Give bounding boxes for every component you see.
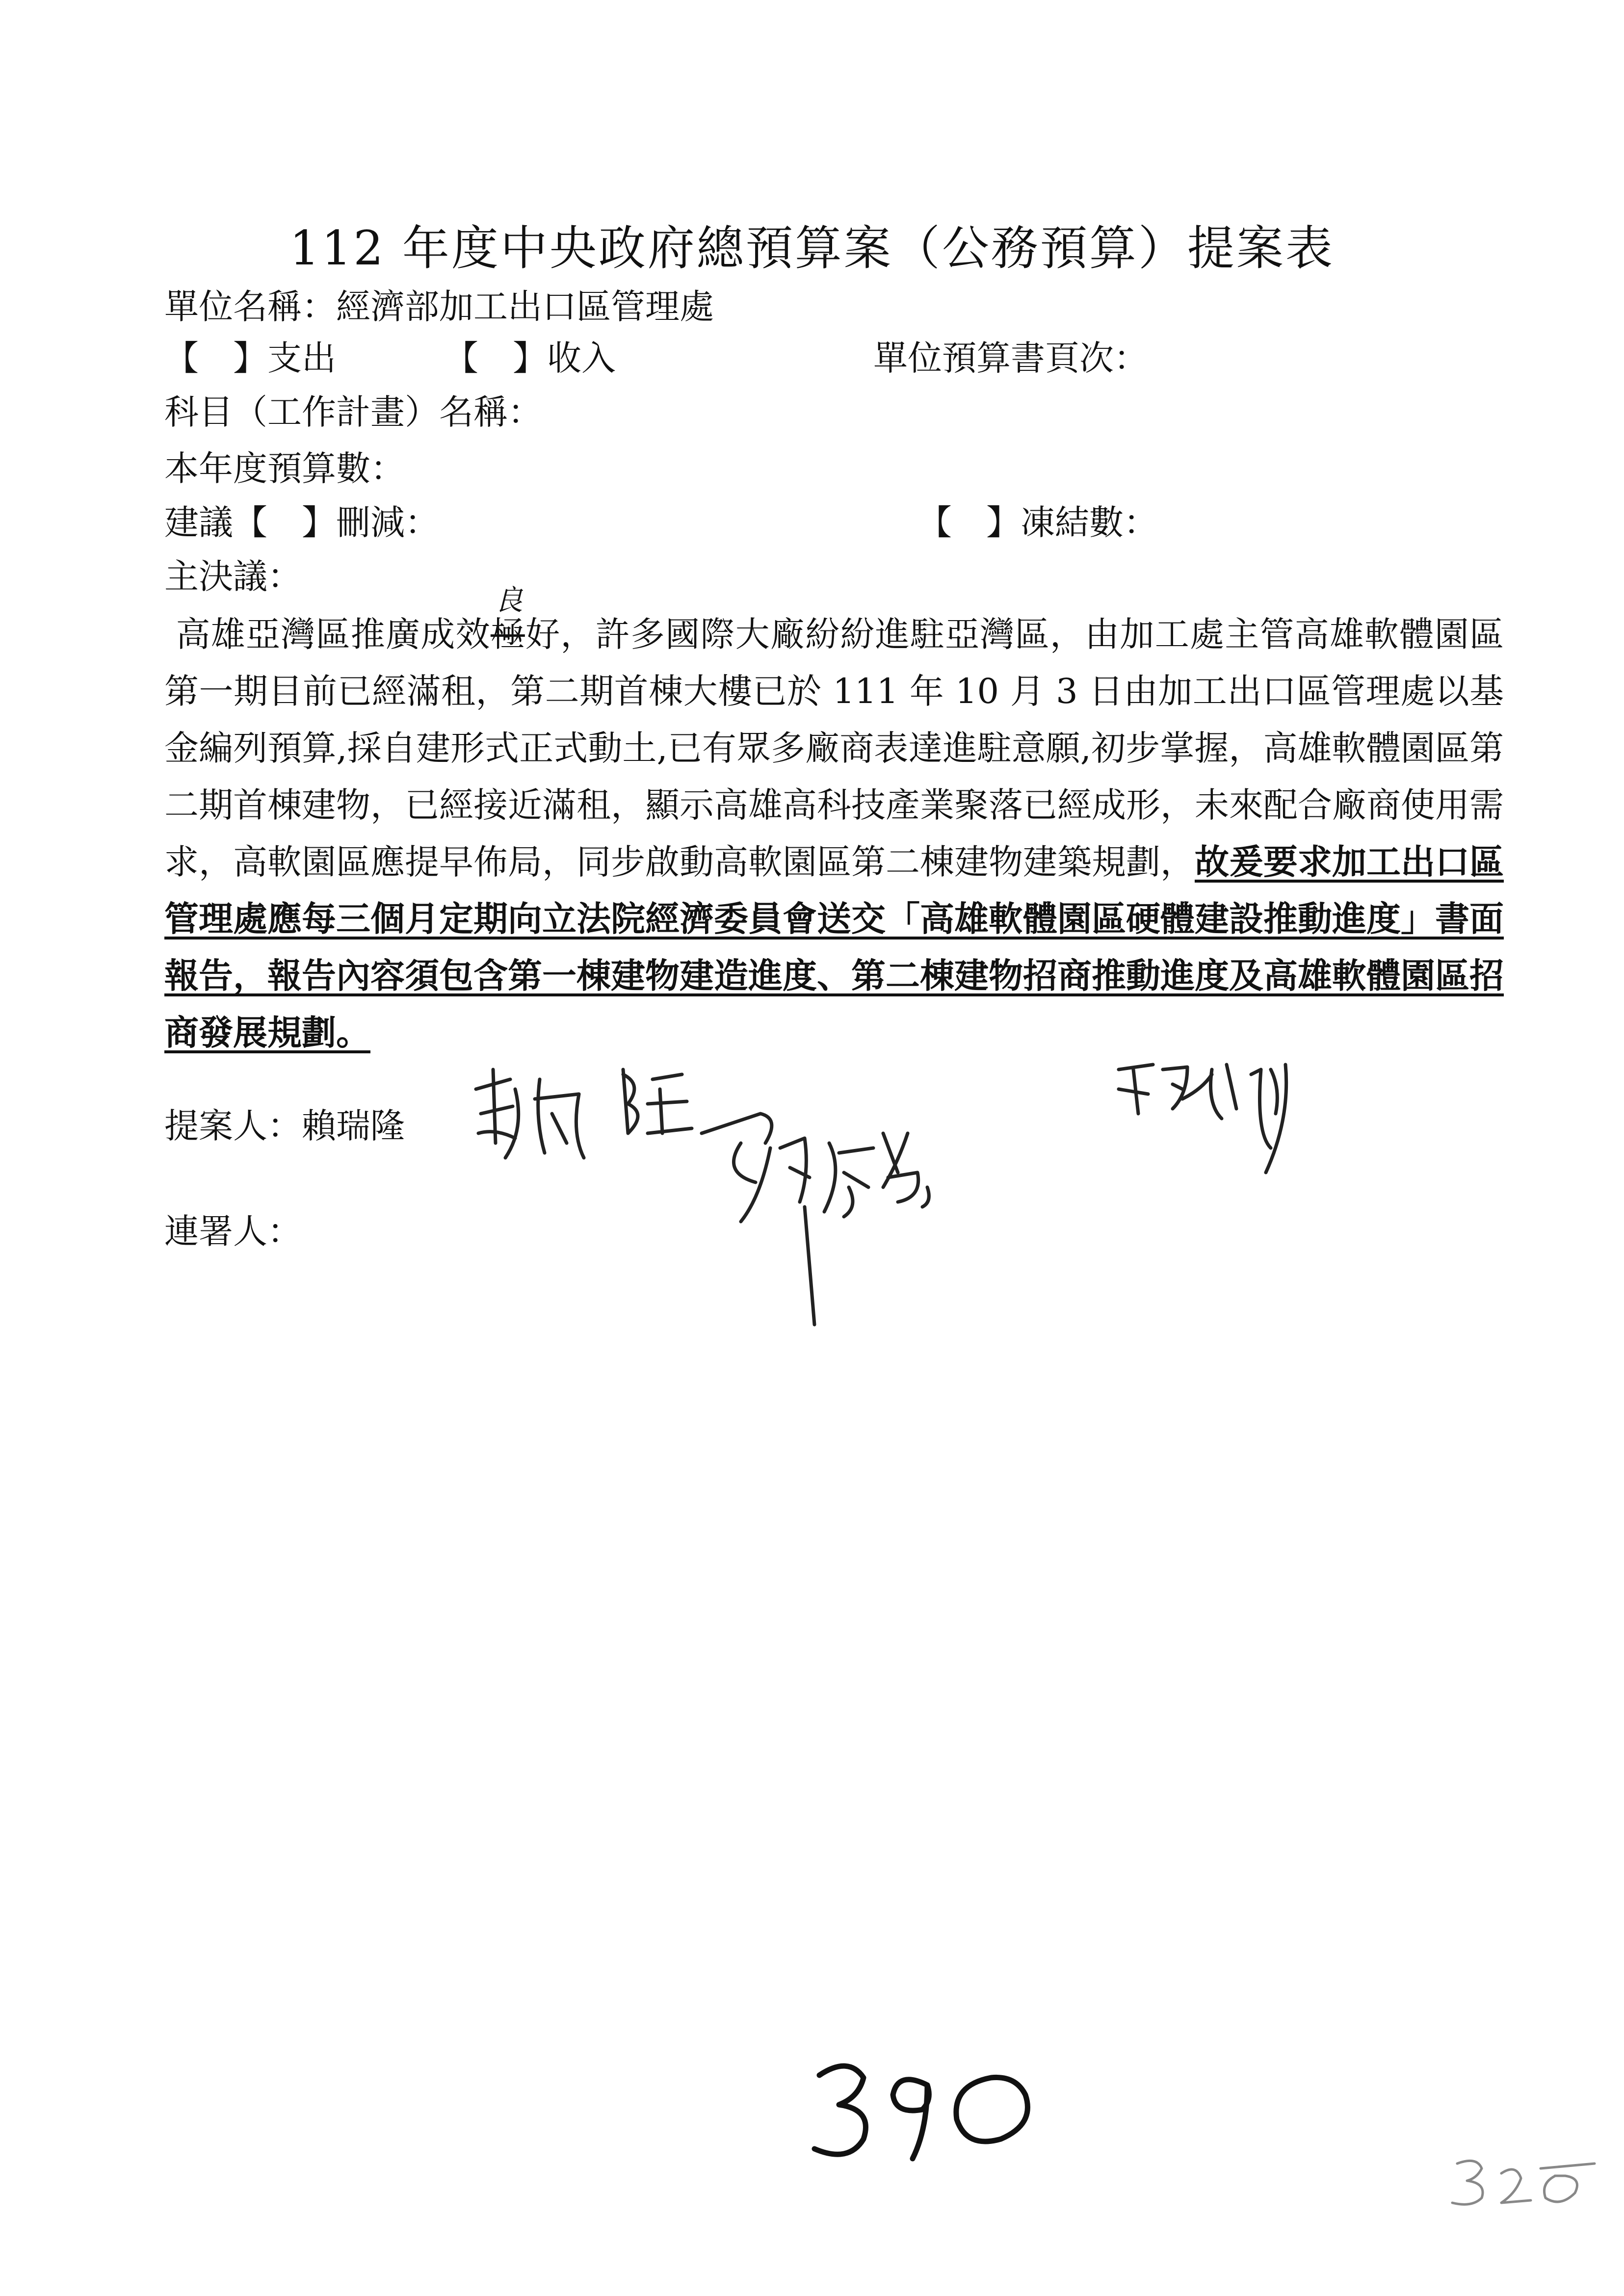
page-reference: 單位預算書頁次：: [873, 338, 1148, 378]
resolution-emphasis: 故爰要求加工出口區管理處應每三個月定期向立法院經濟委員會送交「高雄軟體園區硬體建設推動進度」書面報告，報告內容須包含第一棟建物建造進度、第二棟建物招商推動進度及高雄軟體園區招商發展規劃。: [164, 841, 1504, 1053]
proposal-freeze: 【 】凍結數：: [917, 502, 1158, 543]
pencil-page-number: [1447, 2154, 1604, 2213]
cosigners-label: 連署人：: [164, 1211, 302, 1252]
proposer: 提案人：賴瑞隆: [164, 1106, 405, 1146]
inserted-character: 良: [494, 583, 523, 617]
struck-character: 極: [490, 614, 525, 654]
signature-1: [476, 1070, 692, 1158]
body-text-part1: 高雄亞灣區推廣成效: [176, 614, 491, 654]
resolution-body: [164, 583, 1504, 1061]
document-title: 112 年度中央政府總預算案（公務預算）提案表: [289, 221, 1335, 276]
handwritten-page-number: [805, 2051, 1060, 2173]
handwritten-signatures: [466, 1060, 1325, 1364]
main-resolution-label: 主決議：: [164, 556, 302, 597]
subject-name: 科目（工作計畫）名稱：: [164, 392, 542, 432]
handwritten-correction: [490, 583, 525, 663]
signature-3: [1119, 1065, 1286, 1173]
body-text-part2: 好，許多國際大廠紛紛進駐亞灣區，由加工處主管高雄軟體園區第一期目前已經滿租，第二期首棟大樓已於 111 年 10 月 3 日由加工出口區管理處以基金編列預算,採自建形式正式動土,已有眾多廠商表達進駐意願,初步掌握，高雄軟體園區第二期首棟建物，已經接近滿租，顯示高雄高科技產業聚落已經成形，未來配合廠商使用需求，高軟園區應提早佈局，同步啟動高軟園區第二棟建物建築規劃，: [164, 614, 1504, 882]
proposal-reduce: 建議【 】刪減：: [164, 502, 439, 543]
budget-type-expense: 【 】支出: [164, 338, 336, 378]
annual-budget: 本年度預算數：: [164, 448, 405, 489]
unit-name: 單位名稱：經濟部加工出口區管理處: [164, 287, 714, 327]
budget-type-income: 【 】收入: [444, 338, 616, 378]
signature-2: [702, 1114, 929, 1325]
